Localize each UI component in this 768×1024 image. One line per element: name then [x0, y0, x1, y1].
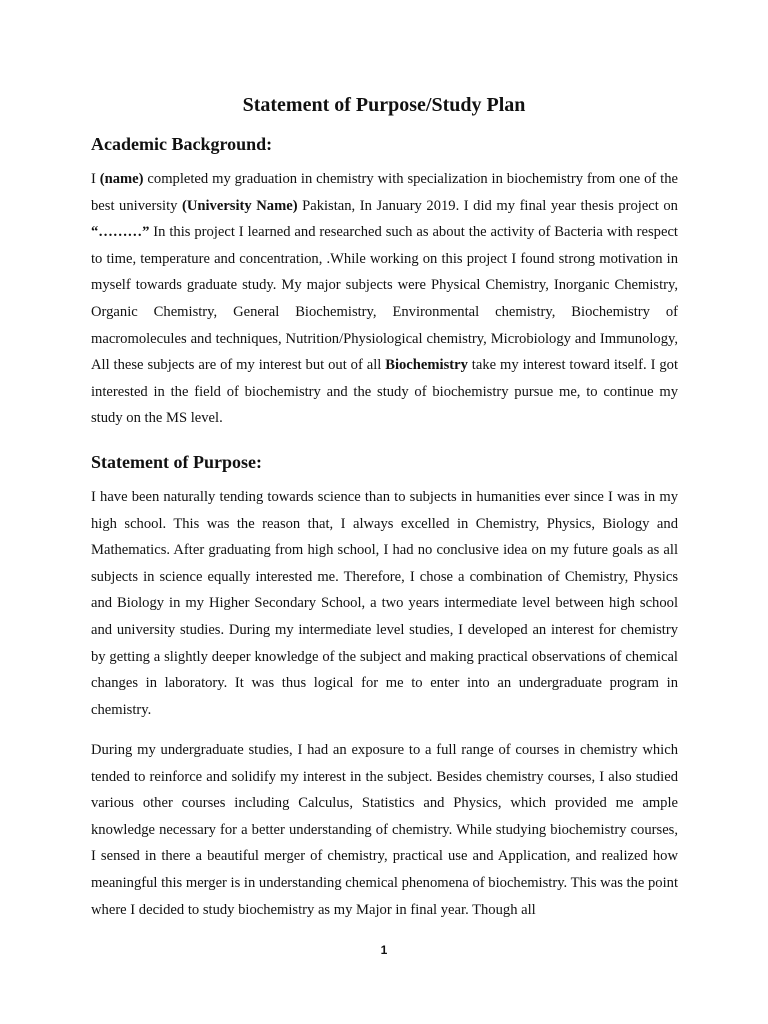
text-run: Pakistan, In January 2019. I did my final year thesis project on [297, 197, 678, 214]
document-title: Statement of Purpose/Study Plan [242, 94, 526, 116]
text-run: I [91, 171, 100, 187]
bold-run-university-name: (University Name) [181, 197, 298, 214]
bold-run-name: (name) [99, 171, 144, 187]
text-run: completed my graduation in chemistry with specialization in biochemistry from one of the best university [91, 171, 678, 214]
statement-paragraph-2: During my undergraduate studies, I had an exposure to a full range of courses in chemistry which tended to reinforce and solidify my interest in the subject. Besides chemistry courses, I also studied various other courses including Calculus, Statistics and Physics, which provided me ample knowledge necessary for a better understanding of chemistry. While studying biochemistry courses, I sensed in there a beautiful merger of chemistry, practical use and Application, and realized how meaningful this merger is in understanding chemical phenomena of biochemistry. This was the point where I decided to study biochemistry as my Major in final year. Though all [91, 742, 678, 918]
bold-run-project-title: “………” [91, 224, 150, 241]
academic-background-paragraph [91, 166, 678, 432]
bold-run-biochemistry: Biochemistry [385, 357, 468, 374]
section-heading-statement-of-purpose: Statement of Purpose: [91, 452, 262, 472]
text-run: take my interest toward itself. I got interested in the field of biochemistry and the study of biochemistry pursue me, to continue my study on the MS level. [91, 357, 679, 427]
statement-paragraph-1: I have been naturally tending towards science than to subjects in humanities ever since I was in my high school. This was the reason that, I always excelled in Chemistry, Physics, Biology and Mathematics. After graduating from high school, I had no conclusive idea on my future goals as all subjects in science equally interested me. Therefore, I chose a combination of Chemistry, Physics and Biology in my Higher Secondary School, a two years intermediate level between high school and university studies. During my intermediate level studies, I developed an interest for chemistry by getting a slightly deeper knowledge of the subject and making practical observations of chemical changes in laboratory. It was thus logical for me to enter into an undergraduate program in chemistry. [91, 489, 678, 718]
section-heading-academic-background: Academic Background: [91, 134, 273, 154]
text-run: In this project I learned and researched such as about the activity of Bacteria with respect to time, temperature and concentration, .While working on this project I found strong motivation in myself towards graduate study. My major subjects were Physical Chemistry, Inorganic Chemistry, Organic Chemistry, General Biochemistry, Environmental chemistry, Biochemistry of macromolecules and techniques, Nutrition/Physiological chemistry, Microbiology and Immunology, All these subjects are of my interest but out of all [91, 224, 678, 374]
page-number: 1 [380, 943, 388, 957]
